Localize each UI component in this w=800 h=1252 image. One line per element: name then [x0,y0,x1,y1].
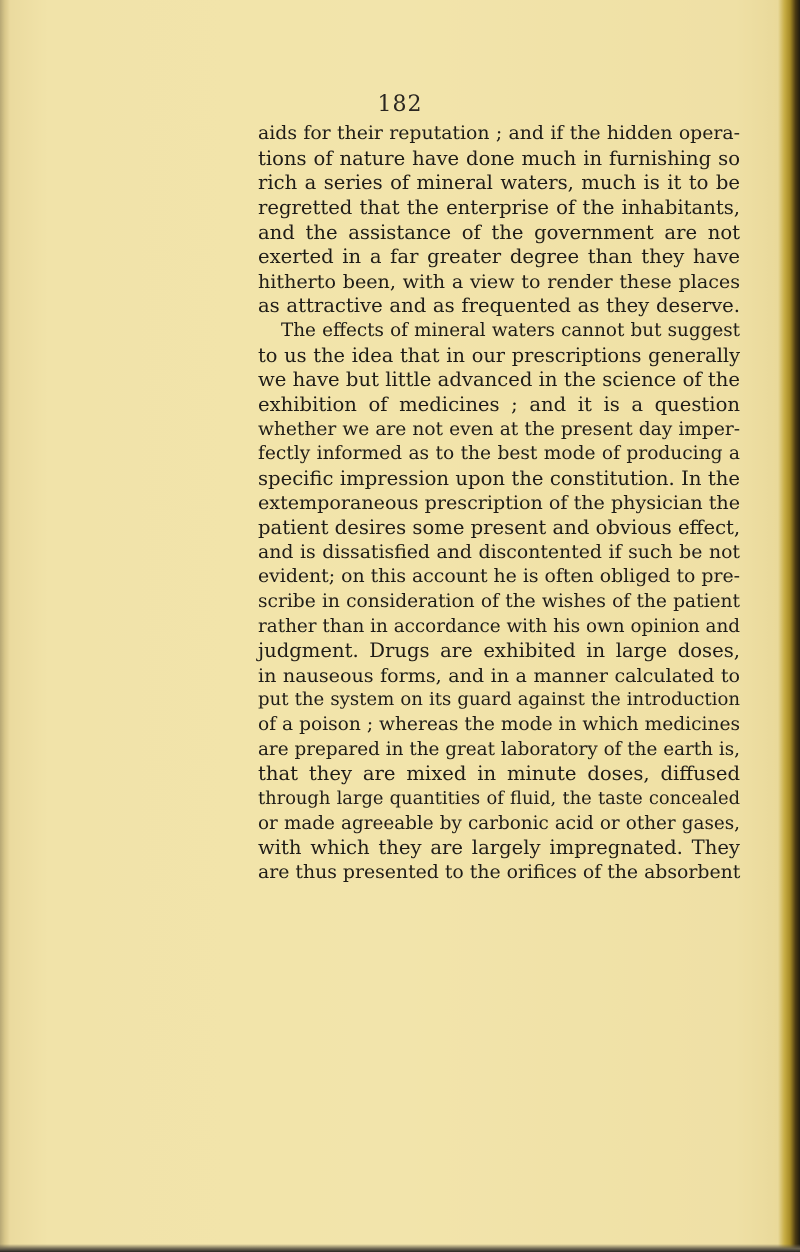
text-line: regretted that the enterprise of the inhabitants, [258,195,740,219]
text-line: patient desires some present and obvious effect, [258,516,741,539]
page-left-edge [0,0,10,1252]
text-line: rich a series of mineral waters, much is it to be [258,171,740,195]
paragraph-start-line: The effects of mineral waters cannot but suggest [281,320,740,341]
text-line: and the assistance of the government are not [258,220,740,244]
text-line: exerted in a far greater degree than they have [258,245,740,269]
text-line: through large quantities of fluid, the taste concealed [258,787,740,809]
page-number: 182 [377,92,423,117]
text-line: of a poison ; whereas the mode in which medicines [258,714,740,735]
text-line: evident; on this account he is often obliged to pre- [258,566,740,588]
text-line: or made agreeable by carbonic acid or other gases, [258,812,740,834]
text-line: whether we are not even at the present day imper- [258,418,740,440]
text-line: scribe in consideration of the wishes of the patient [258,590,740,612]
text-line: extemporaneous prescription of the physician the [258,491,740,515]
text-line: put the system on its guard against the introduction [258,689,740,711]
text-line: and is dissatisfied and discontented if such be not [258,541,740,563]
text-line: are thus presented to the orifices of the absorbent [258,861,741,883]
text-line: in nauseous forms, and in a manner calculated to [258,663,740,687]
text-line: that they are mixed in minute doses, diffused [258,762,740,786]
page-bottom-edge [0,1244,800,1252]
body-text [258,122,740,885]
text-line: as attractive and as frequented as they deserve. [258,294,740,318]
text-line: judgment. Drugs are exhibited in large doses, [258,639,740,663]
text-line: aids for their reputation ; and if the hidden opera- [258,123,740,144]
text-line: exhibition of medicines ; and it is a question [258,392,740,416]
text-line: tions of nature have done much in furnishing so [258,146,740,170]
text-line: hitherto been, with a view to render these places [258,269,740,293]
text-line: with which they are largely impregnated. They [258,836,740,860]
text-line: fectly informed as to the best mode of producing a [258,443,740,465]
page-binding-edge [778,0,800,1252]
text-line: rather than in accordance with his own opinion and [258,615,740,637]
text-line: to us the idea that in our prescriptions generally [258,343,740,367]
text-line: specific impression upon the constitution. In the [258,466,740,490]
text-line: we have but little advanced in the science of the [258,368,740,392]
text-line: are prepared in the great laboratory of the earth is, [258,738,740,760]
